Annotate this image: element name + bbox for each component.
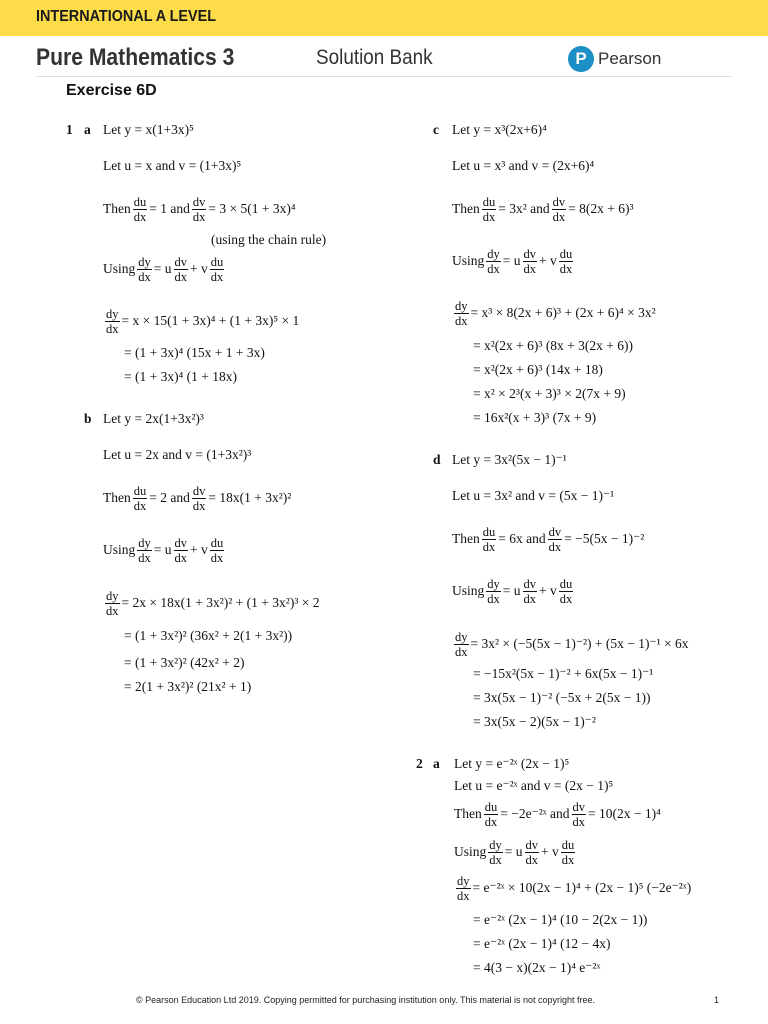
q2a-line-8: = e⁻²ˣ (2x − 1)⁴ (12 − 4x) [473, 936, 611, 951]
exercise-title: Exercise 6D [66, 82, 157, 99]
numerator: dy [455, 298, 468, 313]
numerator: dv [523, 576, 537, 591]
q1a-line-4: (using the chain rule) [211, 232, 327, 247]
numerator: du [133, 483, 147, 498]
q1b-line-7: = (1 + 3x²)² (36x² + 2(1 + 3x²)) [124, 628, 293, 643]
denominator: dx [210, 269, 224, 284]
q1b-line-3 [103, 481, 291, 515]
q1a-line-7: = (1 + 3x)⁴ (15x + 1 + 3x) [124, 345, 265, 360]
fraction [552, 195, 567, 224]
text: = 1 and [149, 201, 190, 216]
q1a-line-5 [103, 252, 226, 286]
fraction [105, 307, 120, 336]
numerator: dv [192, 483, 206, 498]
q1a-line-3 [103, 192, 296, 226]
text: = 8(2x + 6)³ [568, 201, 634, 216]
numerator: du [133, 194, 147, 209]
series-label: INTERNATIONAL A LEVEL [36, 8, 216, 25]
denominator: dx [525, 852, 539, 867]
denominator: dx [552, 209, 566, 224]
text: Then [452, 531, 480, 546]
q1c-line-9: = x² × 2³(x + 3)³ × 2(7x + 9) [473, 386, 626, 401]
q1b-line-5 [103, 533, 226, 567]
part-label-c: c [433, 122, 439, 137]
fraction [559, 247, 574, 276]
denominator: dx [174, 269, 188, 284]
numerator: dv [525, 837, 539, 852]
fraction [454, 299, 469, 328]
denominator: dx [192, 498, 206, 513]
numerator: du [482, 194, 496, 209]
denominator: dx [523, 261, 537, 276]
fraction [133, 195, 148, 224]
denominator: dx [482, 539, 496, 554]
q1d-line-2: Let u = 3x² and v = (5x − 1)⁻¹ [452, 488, 615, 503]
denominator: dx [561, 852, 575, 867]
fraction [525, 838, 540, 867]
numerator: du [210, 254, 224, 269]
q1b-line-2: Let u = 2x and v = (1+3x²)³ [103, 447, 252, 462]
denominator: dx [192, 209, 206, 224]
part-label-a: a [84, 122, 91, 137]
text: = u [502, 253, 521, 268]
q1b-line-8: = (1 + 3x²)² (42x² + 2) [124, 655, 245, 670]
numerator: dv [174, 254, 188, 269]
numerator: du [561, 837, 575, 852]
fraction [559, 577, 574, 606]
denominator: dx [457, 888, 470, 903]
text: Using [452, 253, 485, 268]
fraction [561, 838, 576, 867]
q1a-line-6 [103, 304, 299, 338]
text: + v [190, 542, 208, 557]
text: = u [153, 542, 172, 557]
q1c-line-10: = 16x²(x + 3)³ (7x + 9) [473, 410, 597, 425]
numerator: dy [487, 246, 500, 261]
q1c-line-8: = x²(2x + 6)³ (14x + 18) [473, 362, 603, 377]
fraction [523, 577, 538, 606]
copyright-notice: © Pearson Education Ltd 2019. Copying permitted for purchasing institution only. This material is not copyright free. [136, 995, 596, 1005]
text: + v [541, 844, 559, 859]
q1a-line-2: Let u = x and v = (1+3x)⁵ [103, 158, 242, 173]
numerator: dy [487, 576, 500, 591]
text: Then [454, 806, 482, 821]
q1b-line-6 [103, 586, 319, 620]
text: = 3 × 5(1 + 3x)⁴ [208, 201, 296, 216]
q1b-line-9: = 2(1 + 3x²)² (21x² + 1) [124, 679, 252, 694]
denominator: dx [106, 603, 119, 618]
q1d-line-8: = 3x(5x − 1)⁻² (−5x + 2(5x − 1)) [473, 690, 651, 705]
text: Using [103, 261, 136, 276]
denominator: dx [489, 852, 502, 867]
text: Using [454, 844, 487, 859]
numerator: dy [106, 588, 119, 603]
denominator: dx [210, 550, 224, 565]
numerator: dy [457, 873, 470, 888]
text: = 18x(1 + 3x²)² [208, 490, 292, 505]
text: = 2x × 18x(1 + 3x²)² + (1 + 3x²)³ × 2 [121, 595, 320, 610]
q1c-line-6 [452, 296, 656, 330]
q1c-line-5 [452, 244, 575, 278]
q2a-line-9: = 4(3 − x)(2x − 1)⁴ e⁻²ˣ [473, 960, 601, 975]
text: Then [103, 490, 131, 505]
question-number: 2 [416, 756, 423, 771]
denominator: dx [138, 269, 151, 284]
text: Then [103, 201, 131, 216]
fraction [486, 247, 501, 276]
fraction [210, 255, 225, 284]
page-number: 1 [714, 995, 720, 1005]
header-divider [36, 76, 732, 77]
text: = −5(5x − 1)⁻² [564, 531, 645, 546]
part-label-a: a [433, 756, 440, 771]
denominator: dx [487, 591, 500, 606]
denominator: dx [455, 313, 468, 328]
text: = 2 and [149, 490, 190, 505]
denominator: dx [133, 209, 147, 224]
text: = x × 15(1 + 3x)⁴ + (1 + 3x)⁵ × 1 [121, 313, 300, 328]
text: + v [539, 253, 557, 268]
q2a-line-3 [454, 797, 661, 831]
numerator: dv [192, 194, 206, 209]
text: = 10(2x − 1)⁴ [588, 806, 661, 821]
text: = x³ × 8(2x + 6)³ + (2x + 6)⁴ × 3x² [470, 305, 656, 320]
fraction [454, 630, 469, 659]
q1d-line-3 [452, 522, 644, 556]
denominator: dx [523, 591, 537, 606]
q1d-line-9: = 3x(5x − 2)(5x − 1)⁻² [473, 714, 596, 729]
denominator: dx [482, 209, 496, 224]
numerator: dy [138, 535, 151, 550]
numerator: dy [455, 629, 468, 644]
numerator: dv [523, 246, 537, 261]
denominator: dx [106, 321, 119, 336]
brand-name: Pearson [598, 49, 662, 68]
fraction [192, 195, 207, 224]
text: + v [539, 583, 557, 598]
text: Using [452, 583, 485, 598]
fraction [548, 525, 563, 554]
numerator: dy [106, 306, 119, 321]
fraction [482, 195, 497, 224]
q1c-line-3 [452, 192, 634, 226]
fraction [486, 577, 501, 606]
q1d-line-7: = −15x²(5x − 1)⁻² + 6x(5x − 1)⁻¹ [473, 666, 654, 681]
text: Using [103, 542, 136, 557]
denominator: dx [133, 498, 147, 513]
fraction [133, 484, 148, 513]
book-title: Pure Mathematics 3 [36, 44, 235, 71]
pearson-logo-icon: P [568, 46, 594, 72]
text: = 6x and [498, 531, 546, 546]
q1a-line-8: = (1 + 3x)⁴ (1 + 18x) [124, 369, 238, 384]
denominator: dx [572, 814, 586, 829]
text: = u [502, 583, 521, 598]
q2a-line-1: Let y = e⁻²ˣ (2x − 1)⁵ [454, 756, 570, 771]
text: Then [452, 201, 480, 216]
denominator: dx [548, 539, 562, 554]
q1b-line-1: Let y = 2x(1+3x²)³ [103, 411, 204, 426]
fraction [105, 589, 120, 618]
denominator: dx [559, 261, 573, 276]
q2a-line-6 [454, 871, 691, 905]
q1c-line-7: = x²(2x + 6)³ (8x + 3(2x + 6)) [473, 338, 634, 353]
numerator: dv [572, 799, 586, 814]
text: + v [190, 261, 208, 276]
fraction [572, 800, 587, 829]
part-label-b: b [84, 411, 92, 426]
q1d-line-1: Let y = 3x²(5x − 1)⁻¹ [452, 452, 567, 467]
fraction [174, 536, 189, 565]
text: = u [153, 261, 172, 276]
denominator: dx [559, 591, 573, 606]
numerator: du [484, 799, 498, 814]
q1a-line-1: Let y = x(1+3x)⁵ [103, 122, 194, 137]
denominator: dx [487, 261, 500, 276]
q1d-line-6 [452, 627, 689, 661]
numerator: dy [138, 254, 151, 269]
denominator: dx [455, 644, 468, 659]
numerator: du [210, 535, 224, 550]
fraction [174, 255, 189, 284]
fraction [482, 525, 497, 554]
q2a-line-7: = e⁻²ˣ (2x − 1)⁴ (10 − 2(2x − 1)) [473, 912, 648, 927]
text: = 3x² × (−5(5x − 1)⁻²) + (5x − 1)⁻¹ × 6x [470, 636, 689, 651]
part-label-d: d [433, 452, 441, 467]
fraction [523, 247, 538, 276]
numerator: du [559, 576, 573, 591]
denominator: dx [138, 550, 151, 565]
q2a-line-5 [454, 835, 577, 869]
q1c-line-2: Let u = x³ and v = (2x+6)⁴ [452, 158, 595, 173]
fraction [488, 838, 503, 867]
numerator: du [559, 246, 573, 261]
text: = 3x² and [498, 201, 550, 216]
q1c-line-1: Let y = x³(2x+6)⁴ [452, 122, 547, 137]
fraction [456, 874, 471, 903]
fraction [484, 800, 499, 829]
fraction [137, 536, 152, 565]
fraction [192, 484, 207, 513]
denominator: dx [174, 550, 188, 565]
text: = u [504, 844, 523, 859]
book-subtitle: Solution Bank [316, 46, 433, 69]
q2a-line-2: Let u = e⁻²ˣ and v = (2x − 1)⁵ [454, 778, 614, 793]
question-number: 1 [66, 122, 73, 137]
numerator: dv [552, 194, 566, 209]
numerator: dv [174, 535, 188, 550]
numerator: dv [548, 524, 562, 539]
fraction [137, 255, 152, 284]
text: = −2e⁻²ˣ and [500, 806, 570, 821]
numerator: du [482, 524, 496, 539]
denominator: dx [484, 814, 498, 829]
fraction [210, 536, 225, 565]
q1d-line-5 [452, 574, 575, 608]
numerator: dy [489, 837, 502, 852]
text: = e⁻²ˣ × 10(2x − 1)⁴ + (2x − 1)⁵ (−2e⁻²ˣ) [472, 880, 692, 895]
